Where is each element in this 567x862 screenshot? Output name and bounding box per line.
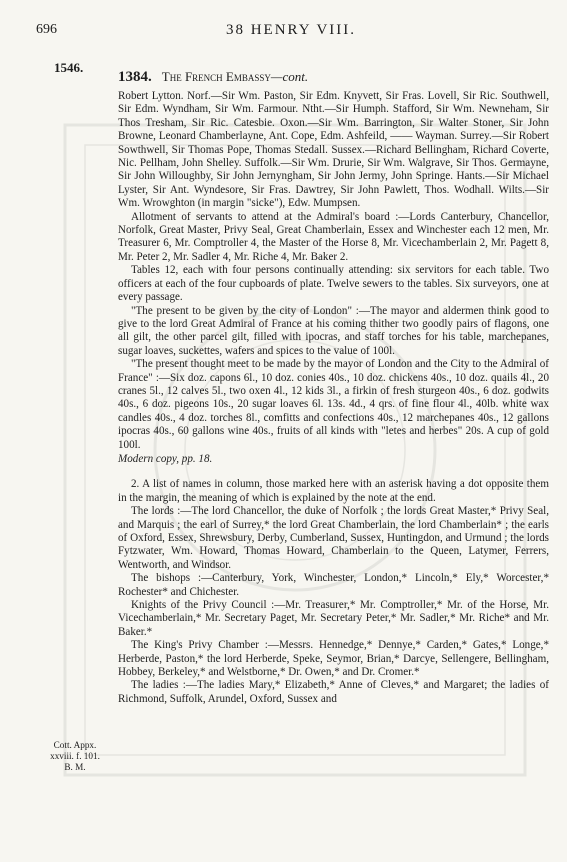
page-number: 696: [36, 22, 57, 37]
entry-number: 1384.: [118, 69, 152, 85]
running-title: 38 HENRY VIII.: [225, 22, 357, 38]
entry-title: The French Embassy: [161, 69, 271, 84]
document-body: [118, 90, 549, 706]
margin-reference: Cott. Appx. xxviii. f. 101. B. M.: [50, 740, 100, 772]
paragraph-tables: Tables 12, each with four persons continually attending: six servitors for each table. Two officers at each of the four cupboards of plate. Twelve sewers to the tables. Six surveyors, one at every passage.: [118, 264, 549, 304]
paragraph-lords: The lords :—The lord Chancellor, the duke of Norfolk ; the lords Great Master,* Privy Seal, and Marquis ; the earl of Surrey,* the lord Great Chamberlain, the lord Chamberlain* ; the earls of Oxford, Essex, Shrewsbury, Derby, Cumberland, Sussex, Huntingdon, and Urmund ; the lords Fytzwater, Wm. Howard, Thomas Howard, Chamberlain to the Queen, Latymer, Ferrers, Wentworth, and Windsor.: [118, 505, 549, 571]
paragraph-knights: Knights of the Privy Council :—Mr. Treasurer,* Mr. Comptroller,* Mr. of the Horse, Mr. Vicechamberlain,* Mr. Secretary Paget, Mr. Secretary Peter,* Mr. Sadler,* Mr. Riche* and Mr. Baker.*: [118, 599, 549, 638]
paragraph-sheriffs-list: Robert Lytton. Norf.—Sir Wm. Paston, Sir Edm. Knyvett, Sir Fras. Lovell, Sir Ric. Southwell, Sir Edm. Wyndham, Sir Wm. Farmour. Ntht.—Sir Humph. Stafford, Sir Wm. Newneham, Sir Thos Tresham, Sir Ric. Catesbie. Oxon.—Sir Wm. Barrington, Sir Walter Stoner, Sir John Browne, Leonard Chamberlayne, Ant. Cope, Edm. Ashfeild, —— Wayman. Surrey.—Sir Robert Sowthwell, Sir Thomas Pope, Thomas Stedall. Sussex.—Richard Bellingham, Richard Coverte, Nic. Pellham, John Shelley. Suffolk.—Sir Wm. Drurie, Sir Wm. Walgrave, Sir Thos. Germayne, Sir John Willoughby, Sir John Jernyngham, Sir John Jermy, John Springe. Hants.—Sir Michael Lyster, Sir Ant. Wyndesore, Sir Fras. Dawtrey, Sir John Pawlett, Thos. Wodhall. Wilts.—Sir Wm. Wrowghton (in margin "sicke"), Edw. Mumpsen.: [118, 90, 549, 210]
year-marker: 1546.: [54, 60, 84, 75]
paragraph-ladies: The ladies :—The ladies Mary,* Elizabeth,* Anne of Cleves,* and Margaret; the ladies of Richmond, Suffolk, Arundel, Oxford, Sussex and: [118, 679, 549, 705]
paragraph-privy-chamber: The King's Privy Chamber :—Messrs. Hennedge,* Dennye,* Carden,* Gates,* Longe,* Herberde, Paston,* the lord Herberde, Speke, Seymor, Brian,* Darcye, Sellengere, Bellingham, Hobbey, Berkeley,* and Welstborne,* Dr. Owen,* and Dr. Cromer.*: [118, 639, 549, 679]
paragraph-allotment: Allotment of servants to attend at the Admiral's board :—Lords Canterbury, Chancellor, Norfolk, Great Master, Privy Seal, Great Chamberlain, Essex and Winchester each 12 men, Mr. Treasurer 6, Mr. Comptroller 4, the Master of the Horse 8, Mr. Vicechamberlain 2, Mr. Pagett 8, Mr. Peter 2, Mr. Sadler 4, Mr. Riche 4, Mr. Baker 2.: [118, 210, 549, 263]
paragraph-city-present: "The present to be given by the city of London" :—The mayor and aldermen think good to give to the lord Great Admiral of France at his coming thither two goodly pairs of flagons, one all gilt, the other parcel gilt, filled with ipocras, and staff torches for his table, marchepanes, sugar loaves, suckettes, wafers and spices to the value of 100l.: [118, 304, 549, 357]
paragraph-bishops: The bishops :—Canterbury, York, Winchester, London,* Lincoln,* Ely,* Worcester,* Rochester* and Chichester.: [118, 572, 549, 598]
paragraph-present-items: "The present thought meet to be made by the mayor of London and the City to the Admiral of France" :—Six doz. capons 6l., 10 doz. conies 40s., 10 doz. chickens 40s., 10 doz. quails 4l., 20 cranes 5l., 12 calves 5l., two oxen 4l., 12 kids 3l., a firkin of fresh sturgeon 40s., 6 doz. godwits 40s., 6 doz. pigeons 10s., 20 sugar loaves 6l. 13s. 4d., 4 qrs. of fine flour 4l., 40lb. white wax candles 40s., 4 doz. torches 8l., comfitts and confections 40s., 12 marchepanes 40s., 12 gallons ipocras 40s., 60 gallons wine 40s., fruits of all kinds with "letes and herbes" 20s. A cup of gold 100l.: [118, 358, 549, 451]
paragraph-item-2: 2. A list of names in column, those marked here with an asterisk having a dot opposite them in the margin, the meaning of which is explained by the note at the end.: [118, 478, 549, 504]
source-note: Modern copy, pp. 18.: [118, 452, 213, 465]
page-header: [36, 22, 546, 40]
entry-cont: —cont.: [270, 69, 309, 84]
entry-heading: [118, 69, 308, 86]
